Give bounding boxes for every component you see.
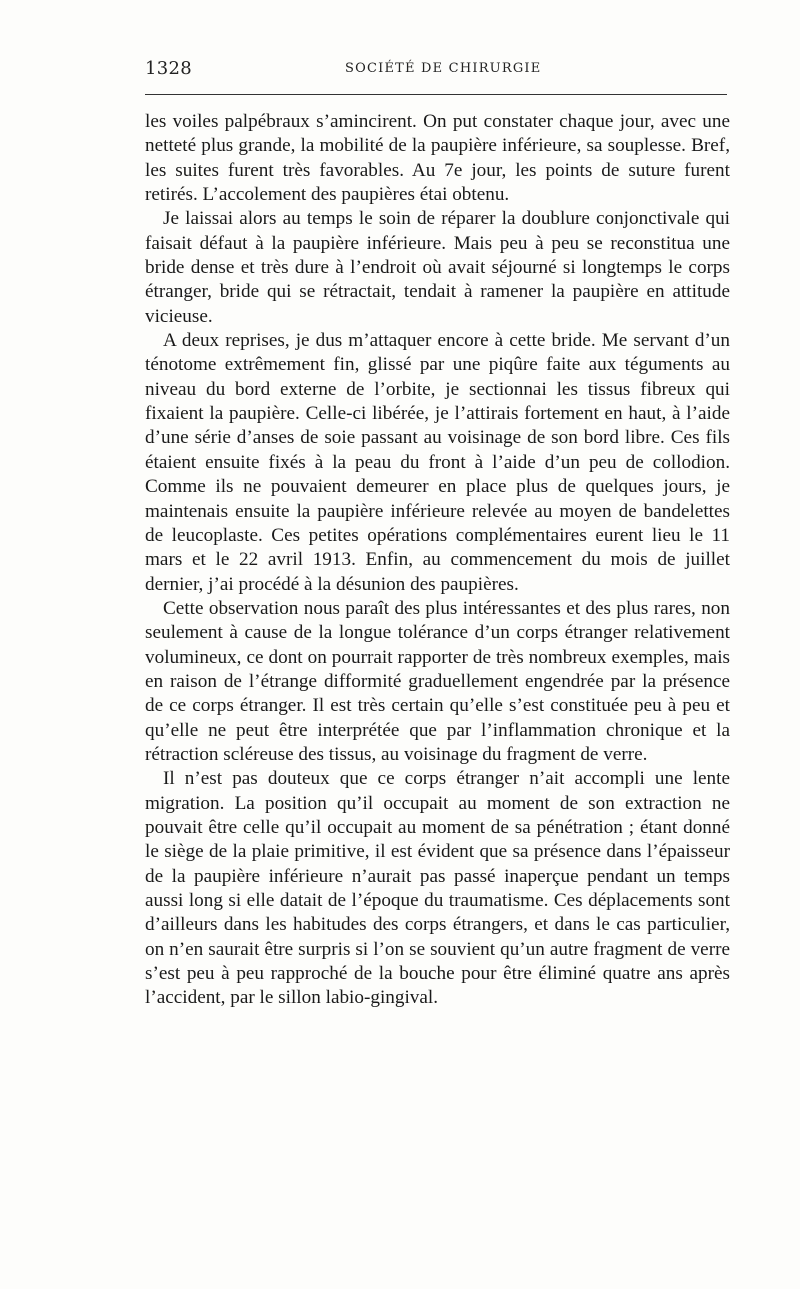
paragraph-1: les voiles palpébraux s’amincirent. On put constater chaque jour, avec une netteté plus grande, la mobilité de la paupière inférieure, sa souplesse. Bref, les suites furent très favorables. Au 7e jour, les points de suture furent retirés. L’accolement des paupières étai obtenu. [145,111,730,206]
body-text [145,110,730,1011]
paragraph-2: Je laissai alors au temps le soin de réparer la doublure conjonctivale qui faisait défaut à la paupière inférieure. Mais peu à peu se reconstitua une bride dense et très dure à l’endroit où avait séjourné si longtemps le corps étranger, bride qui se rétractait, tendait à ramener la paupière en attitude vicieuse. [145,208,730,327]
header-rule [145,94,727,95]
page-number: 1328 [145,58,193,79]
paragraph-3: A deux reprises, je dus m’attaquer encore à cette bride. Me servant d’un ténotome extrêmement fin, glissé par une piqûre faite aux téguments au niveau du bord externe de l’orbite, je sectionnai les tissus fibreux qui fixaient la paupière. Celle-ci libérée, je l’attirais fortement en haut, à l’aide d’une série d’anses de soie passant au voisinage de son bord libre. Ces fils étaient ensuite fixés à la peau du front à l’aide d’un peu de collodion. Comme ils ne pouvaient demeurer en place plus de quelques jours, je maintenais ensuite la paupière inférieure relevée au moyen de bandelettes de leucoplaste. Ces petites opérations complémentaires eurent lieu le 11 mars et le 22 avril 1913. Enfin, au commencement du mois de juillet dernier, j’ai procédé à la désunion des paupières. [145,330,730,595]
paragraph-4: Cette observation nous paraît des plus intéressantes et des plus rares, non seulement à cause de la longue tolérance d’un corps étranger relativement volumineux, ce dont on pourrait rapporter de très nombreux exemples, mais en raison de l’étrange difformité graduellement engendrée par la présence de ce corps étranger. Il est très certain qu’elle s’est constituée peu à peu et qu’elle ne peut être interprétée que par l’inflammation chronique et la rétraction scléreuse des tissus, au voisinage du fragment de verre. [145,597,730,765]
paragraph-5: Il n’est pas douteux que ce corps étranger n’ait accompli une lente migration. La position qu’il occupait au moment de son extraction ne pouvait être celle qu’il occupait au moment de sa pénétration ; étant donné le siège de la plaie primitive, il est évident que sa présence dans l’épaisseur de la paupière inférieure n’aurait pas passé inaperçue pendant un temps aussi long si elle datait de l’époque du traumatisme. Ces déplacements sont d’ailleurs dans les habitudes des corps étrangers, et dans le cas particulier, on n’en saurait être surpris si l’on se souvient qu’un autre fragment de verre s’est peu à peu rapproché de la bouche pour être éliminé quatre ans après l’accident, par le sillon labio-gingival. [145,768,730,1009]
page-header [145,56,727,86]
running-title: SOCIÉTÉ DE CHIRURGIE [345,61,542,76]
